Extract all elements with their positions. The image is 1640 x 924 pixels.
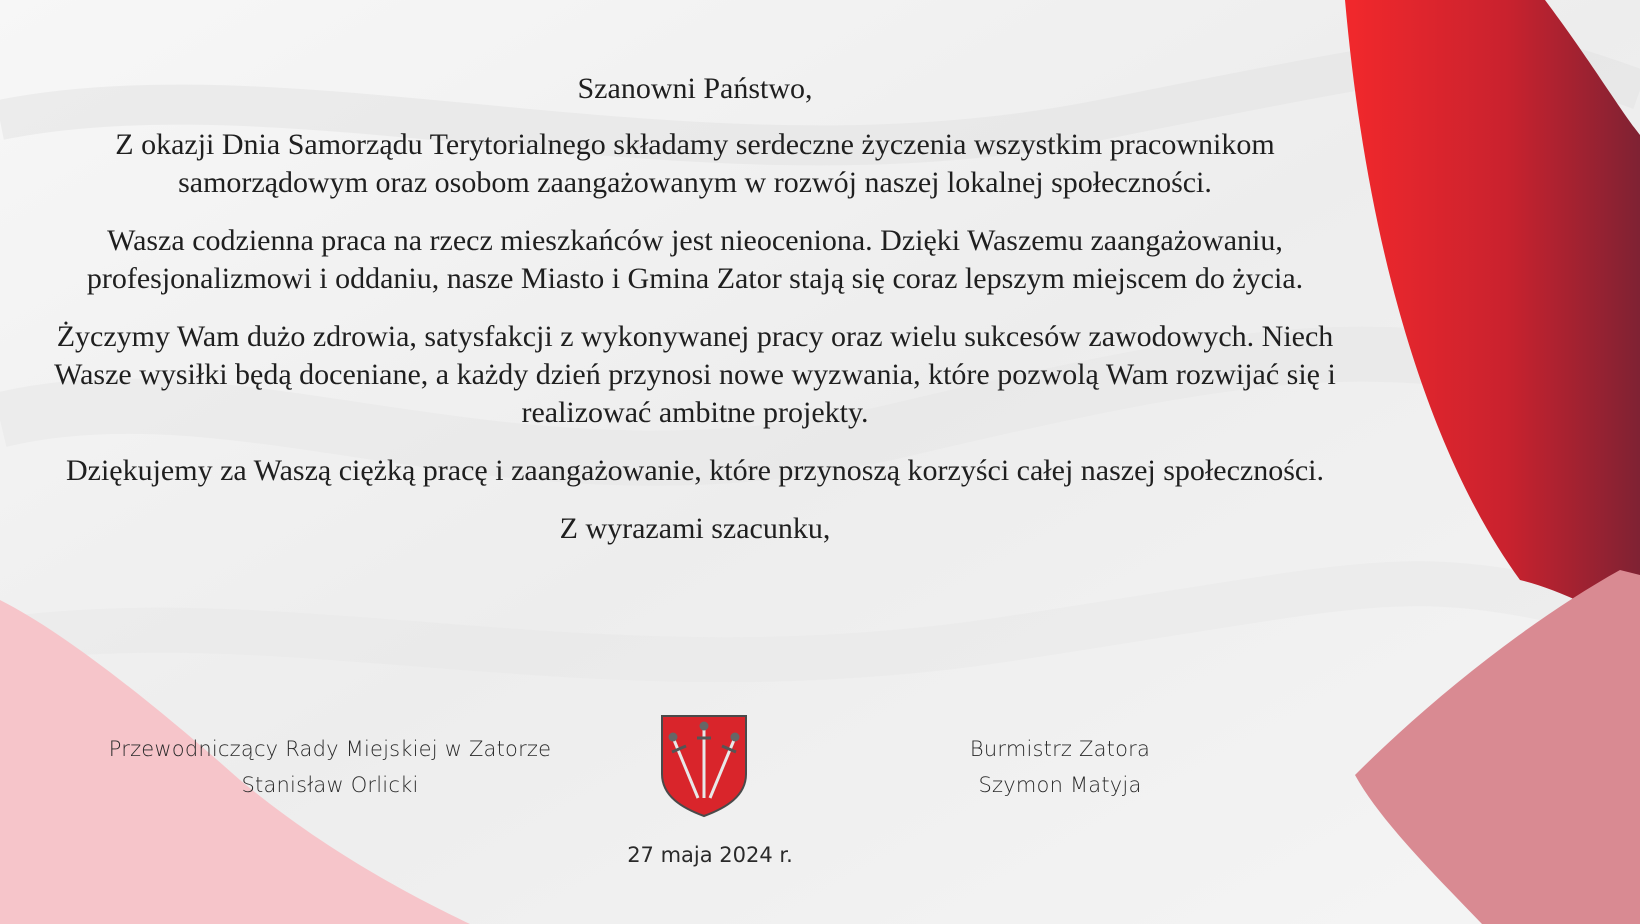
signature-name: Szymon Matyja [978, 773, 1142, 797]
signature-title: Przewodniczący Rady Miejskiej w Zatorze [108, 737, 552, 761]
signature-chairman [90, 731, 570, 803]
letter-greeting: Szanowni Państwo, [577, 72, 813, 105]
signature-name: Stanisław Orlicki [241, 773, 419, 797]
signature-title: Burmistrz Zatora [969, 737, 1151, 761]
letter-paragraph: Z okazji Dnia Samorządu Terytorialnego składamy serdeczne życzenia wszystkim pracownikom samorządowym oraz osobom zaangażowanym w rozwój naszej lokalnej społeczności. [115, 128, 1275, 199]
signature-mayor [910, 731, 1210, 803]
letter-closing: Z wyrazami szacunku, [559, 512, 831, 545]
letter-paragraph: Życzymy Wam dużo zdrowia, satysfakcji z wykonywanej pracy oraz wielu sukcesów zawodowych. Niech Wasze wysiłki będą doceniane, a każdy dzień przynosi nowe wyzwania, które pozwolą Wam rozwijać się i realizować ambitne projekty. [54, 320, 1336, 429]
letter-date: 27 maja 2024 r. [627, 843, 793, 867]
letter-body [40, 70, 1350, 568]
letter-paragraph: Wasza codzienna praca na rzecz mieszkańców jest nieoceniona. Dzięki Waszemu zaangażowaniu, profesjonalizmowi i oddaniu, nasze Miasto i Gmina Zator stają się coraz lepszym miejscem do życia. [86, 224, 1304, 295]
zator-coat-of-arms-icon [660, 714, 748, 818]
letter-paragraph: Dziękujemy za Waszą ciężką pracę i zaangażowanie, które przynoszą korzyści całej naszej społeczności. [65, 454, 1325, 487]
